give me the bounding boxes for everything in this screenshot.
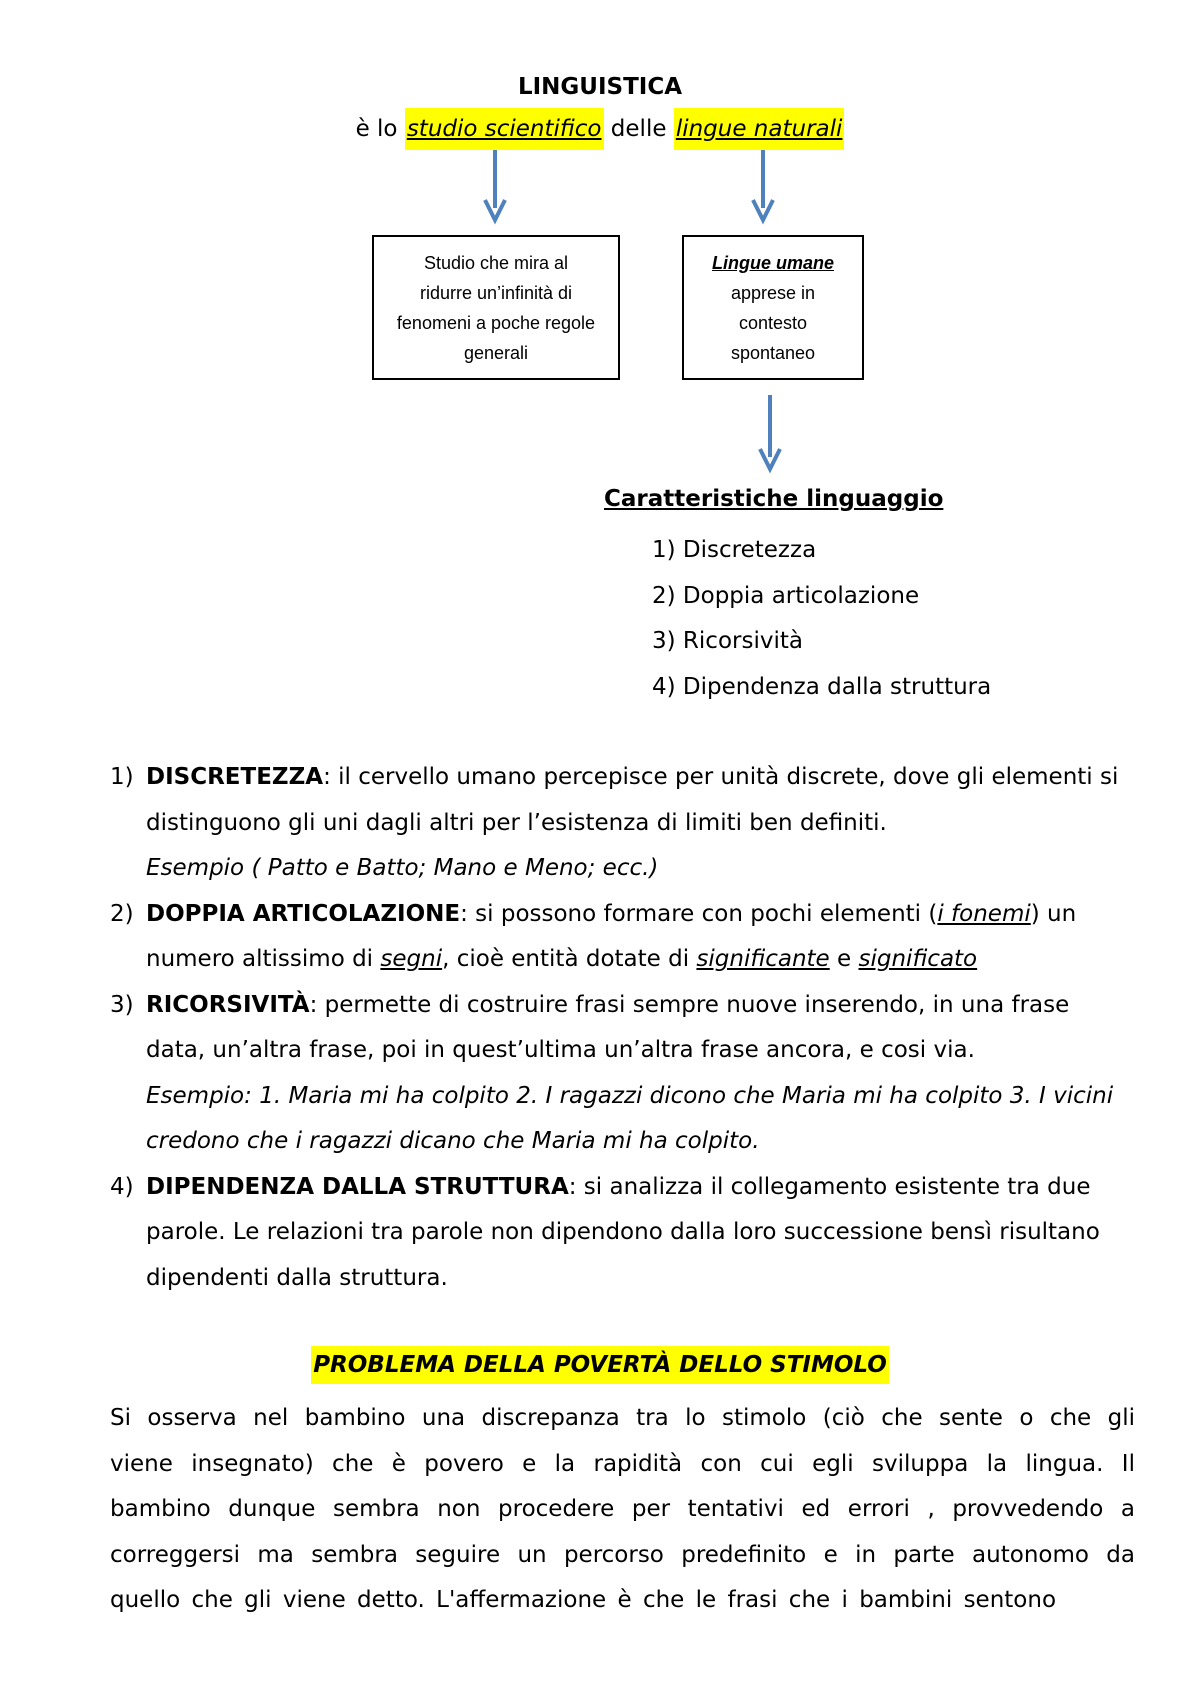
item-number: 1) [110, 764, 134, 790]
definition-discretezza [110, 755, 1130, 892]
definition-text: e [829, 946, 859, 972]
definition-example: Esempio ( Patto e Batto; Mano e Meno; ecc.) [146, 855, 659, 881]
definition-dipendenza-struttura [110, 1165, 1130, 1302]
characteristics-title: Caratteristiche linguaggio [604, 486, 944, 512]
item-label: Discretezza [682, 537, 817, 563]
list-item [652, 665, 991, 711]
list-item [652, 574, 991, 620]
highlight-studio-scientifico: studio scientifico [405, 108, 604, 150]
definition-ricorsivita [110, 983, 1130, 1165]
box-line: contesto [738, 312, 808, 333]
problem-heading [0, 1352, 1200, 1378]
arrow-down-icon [750, 150, 776, 226]
characteristics-list [652, 528, 991, 710]
item-label: Ricorsività [682, 628, 803, 654]
item-number: 4) [652, 673, 676, 700]
definition-text: : si analizza il collegamento esistente tra due parole. Le relazioni tra parole non dipendono dalla loro successione bensì risultano dipendenti dalla struttura. [146, 1173, 1100, 1291]
definition-term: RICORSIVITÀ [146, 991, 310, 1018]
definition-text: : il cervello umano percepisce per unità discrete, dove gli elementi si distinguono gli uni dagli altri per l’esistenza di limiti ben definiti. [146, 764, 1119, 836]
definition-line [0, 116, 1200, 142]
problem-paragraph: Si osserva nel bambino una discrepanza tra lo stimolo (ciò che sente o che gli viene insegnato) che è povero e la rapidità con cui egli sviluppa la lingua. Il bambino dunque sembra non procedere per tentativi ed errori , provvedendo a correggersi ma sembra seguire un percorso predefinito e in parte autonomo da quello che gli viene detto. L'affermazione è che le frasi che i bambini sentono [110, 1405, 1135, 1613]
arrow-down-icon [482, 150, 508, 226]
definition-term: DIPENDENZA DALLA STRUTTURA [146, 1173, 569, 1200]
emphasis-fonemi: i fonemi [937, 900, 1031, 927]
list-item [652, 528, 991, 574]
problem-title: PROBLEMA DELLA POVERTÀ DELLO STIMOLO [311, 1346, 889, 1384]
box-heading: Lingue umane [711, 252, 834, 273]
emphasis-segni: segni [380, 946, 443, 972]
emphasis-significante: significante [696, 946, 830, 972]
definition-term: DOPPIA ARTICOLAZIONE [146, 900, 461, 927]
definition-text: : si possono formare con pochi elementi ( [460, 900, 938, 927]
item-number: 2) [110, 900, 134, 927]
arrow-down-icon [757, 395, 783, 475]
definition-term: DISCRETEZZA [146, 764, 324, 790]
box-line: apprese in [730, 282, 816, 303]
item-number: 4) [110, 1173, 134, 1200]
box-line: Studio che mira al [423, 252, 569, 273]
box-line: ridurre un’infinità di [419, 282, 573, 303]
highlight-lingue-naturali: lingue naturali [674, 108, 845, 150]
item-label: Dipendenza dalla struttura [682, 673, 992, 700]
definition-mid: delle [603, 116, 674, 142]
definition-prefix: è lo [355, 116, 405, 142]
box-line: fenomeni a poche regole [396, 312, 596, 333]
emphasis-significato: significato [858, 946, 978, 972]
definition-text: : permette di costruire frasi sempre nuove inserendo, in una frase data, un’altra frase, poi in quest’ultima un’altra frase ancora, e cosi via. [146, 991, 1070, 1063]
definition-text: , cioè entità dotate di [442, 946, 697, 972]
item-number: 2) [652, 582, 676, 609]
definition-example: Esempio: 1. Maria mi ha colpito 2. I ragazzi dicono che Maria mi ha colpito 3. I vicini credono che i ragazzi dicano che Maria mi ha colpito. [146, 1082, 1114, 1154]
box-studio-scientifico [372, 235, 620, 380]
item-number: 3) [652, 628, 676, 654]
definition-text: ) un numero altissimo di [146, 900, 1077, 972]
item-number: 3) [110, 991, 134, 1018]
box-line: spontaneo [730, 342, 816, 363]
box-line: generali [463, 342, 529, 363]
box-lingue-umane [682, 235, 864, 380]
definitions-list [110, 755, 1130, 1301]
definition-doppia-articolazione [110, 892, 1130, 983]
item-label: Doppia articolazione [682, 582, 920, 609]
item-number: 1) [652, 537, 676, 563]
page-title: LINGUISTICA [517, 74, 683, 100]
list-item [652, 619, 991, 665]
